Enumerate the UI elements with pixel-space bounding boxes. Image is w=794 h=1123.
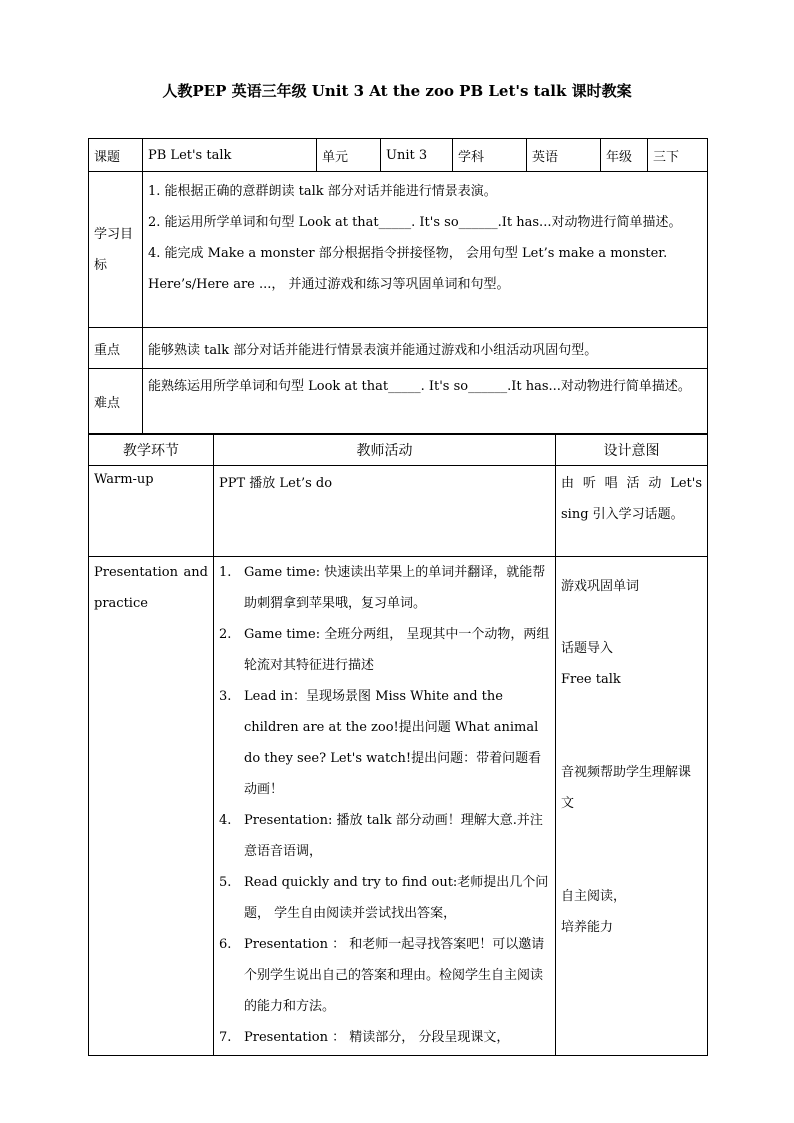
warmup-activity: PPT 播放 Let’s do (214, 466, 556, 557)
warmup-intent: 由 听 唱 活 动 Let's sing 引入学习话题。 (556, 466, 708, 557)
lesson-info-table (88, 138, 708, 435)
goal-line: 2. 能运用所学单词和句型 Look at that_____. It's so______.It has...对动物进行简单描述。 (148, 215, 682, 230)
keypoint-label: 重点 (89, 328, 143, 369)
subject-label: 学科 (453, 139, 527, 172)
activity-item: 6. Presentation ： 和老师一起寻找答案吧！可以邀请个别学生说出自己的答案和理由。检阅学生自主阅读的能力和方法。 (219, 937, 545, 1014)
grade-value: 三下 (648, 139, 708, 172)
activity-item: 3. Lead in：呈现场景图 Miss White and the children are at the zoo!提出问题 What animal do they see? Let's watch!提出问题：带着问题看动画！ (219, 689, 542, 797)
activity-item: 7. Presentation ： 精读部分， 分段呈现课文， (219, 1030, 510, 1045)
difficulty-text: 能熟练运用所学单词和句型 Look at that_____. It's so______.It has...对动物进行简单描述。 (143, 369, 708, 435)
presentation-intents (556, 557, 708, 1056)
presentation-activities (214, 557, 556, 1056)
grade-label: 年级 (601, 139, 648, 172)
unit-label: 单元 (317, 139, 381, 172)
intent-line: 音视频帮助学生理解课文 (561, 765, 692, 811)
keypoint-text: 能够熟读 talk 部分对话并能进行情景表演并能通过游戏和小组活动巩固句型。 (143, 328, 708, 369)
intent-line: 游戏巩固单词 (561, 579, 640, 594)
lesson-value: PB Let's talk (143, 139, 317, 172)
goals-label: 学习目标 (89, 172, 143, 328)
difficulty-label: 难点 (89, 369, 143, 435)
activity-item: 4. Presentation: 播放 talk 部分动画！理解大意.并注意语音语调， (219, 813, 543, 859)
goal-line: 1. 能根据正确的意群朗读 talk 部分对话并能进行情景表演。 (148, 184, 497, 199)
subject-value: 英语 (527, 139, 601, 172)
intent-line: Free talk (561, 672, 621, 687)
goal-line: 4. 能完成 Make a monster 部分根据指令拼接怪物， 会用句型 Let’s make a monster. Here’s/Here are ...， 并通过游戏和练习等巩固单词和句型。 (148, 246, 668, 292)
header-intent: 设计意图 (556, 434, 708, 466)
lesson-label: 课题 (89, 139, 143, 172)
intent-line: 自主阅读， (561, 889, 627, 904)
activity-item: 2. Game time: 全班分两组， 呈现其中一个动物，两组轮流对其特征进行描述 (219, 627, 550, 673)
header-stage: 教学环节 (89, 434, 214, 466)
goals-content (143, 172, 708, 328)
presentation-stage: Presentation and practice (89, 557, 214, 1056)
activity-item: 5. Read quickly and try to find out:老师提出几个问题， 学生自由阅读并尝试找出答案， (219, 875, 549, 921)
activity-list (219, 557, 550, 1053)
activity-item: 1. Game time: 快速读出苹果上的单词并翻译，就能帮助刺猬拿到苹果哦，复习单词。 (219, 565, 546, 611)
unit-value: Unit 3 (381, 139, 453, 172)
warmup-stage: Warm-up (89, 466, 214, 557)
intent-line: 话题导入 (561, 641, 614, 656)
page-title: 人教PEP 英语三年级 Unit 3 At the zoo PB Let's talk 课时教案 (162, 82, 632, 100)
teaching-process-table (88, 433, 708, 1056)
header-activity: 教师活动 (214, 434, 556, 466)
intent-line: 培养能力 (561, 920, 614, 935)
